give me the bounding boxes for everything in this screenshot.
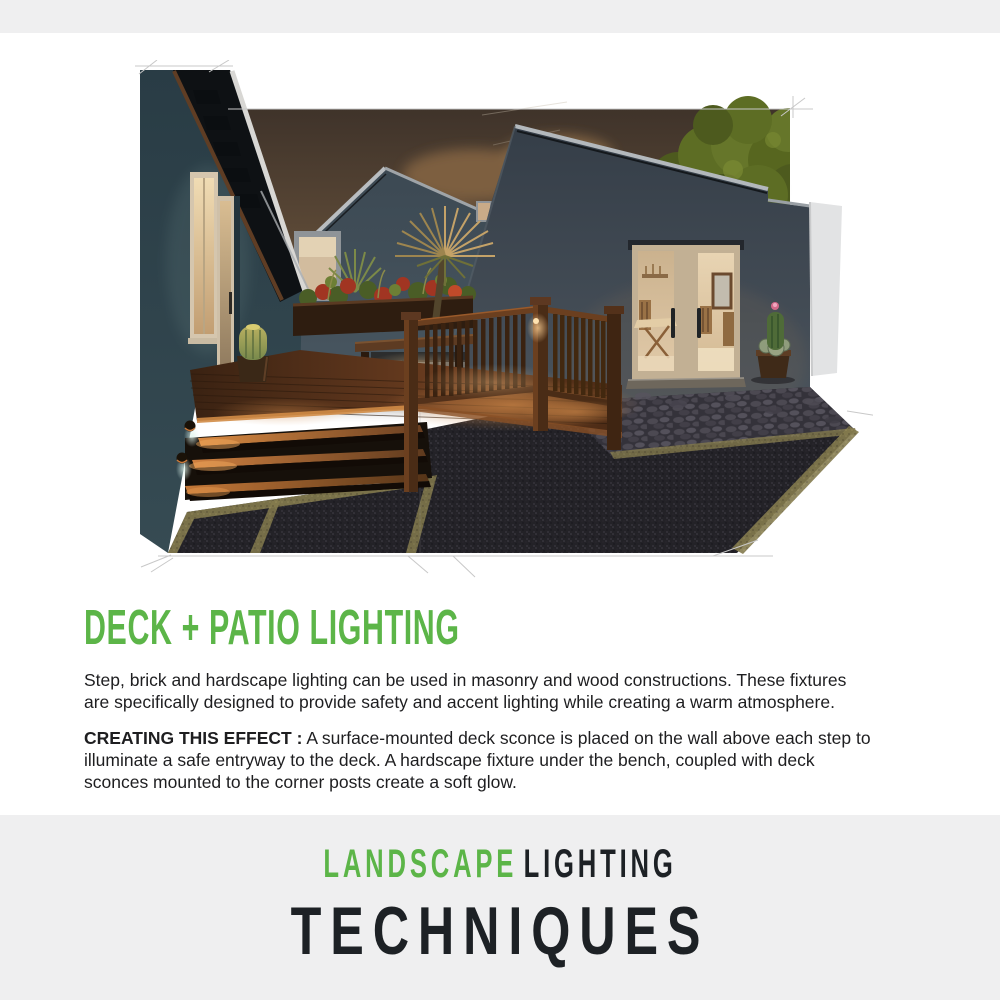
effect-line: illuminate a safe entryway to the deck. A hardscape fixture under the bench, coupled with deck: [84, 750, 815, 770]
effect-line: [84, 727, 964, 749]
picture-frame: [713, 274, 731, 308]
brand-word-lighting: LIGHTING: [523, 842, 677, 886]
door-handle: [229, 292, 232, 314]
intro-line: Step, brick and hardscape lighting can be used in masonry and wood constructions. These fixtures: [84, 670, 847, 690]
french-doors: [626, 240, 746, 389]
effect-line: sconces mounted to the corner posts create a soft glow.: [84, 772, 517, 792]
intro-paragraph: [84, 669, 964, 713]
brand-word-landscape: LANDSCAPE: [323, 842, 518, 886]
door-handle: [671, 308, 675, 338]
dining-chair: [723, 312, 734, 346]
lit-window: [188, 172, 220, 344]
page-title: DECK + PATIO LIGHTING: [84, 601, 460, 655]
effect-line-rest: A surface-mounted deck sconce is placed on the wall above each step to: [306, 728, 871, 748]
effect-paragraph: [84, 727, 964, 793]
brand-line-1: [180, 842, 820, 887]
post-sconce-fixture: [533, 318, 539, 324]
dining-chair: [700, 306, 712, 334]
gray-edge-panel: [810, 202, 842, 376]
brand-line-2: TECHNIQUES: [290, 893, 710, 969]
top-gray-bar: [0, 0, 1000, 33]
deck-patio-rendering: [133, 60, 873, 600]
copy-block: [84, 601, 964, 793]
brand-footer: [0, 815, 1000, 1000]
rendering-svg: [133, 60, 873, 600]
post-sconce-glow: [527, 313, 549, 343]
door-glass-left: [634, 251, 677, 371]
effect-label: CREATING THIS EFFECT :: [84, 728, 303, 748]
glass-door: [217, 196, 234, 388]
intro-line: are specifically designed to provide safety and accent lighting while creating a warm atmosphere.: [84, 692, 835, 712]
barrel-cactus-in-pot: [237, 324, 269, 382]
door-handle: [697, 308, 701, 338]
door-glass-right: [698, 253, 734, 371]
